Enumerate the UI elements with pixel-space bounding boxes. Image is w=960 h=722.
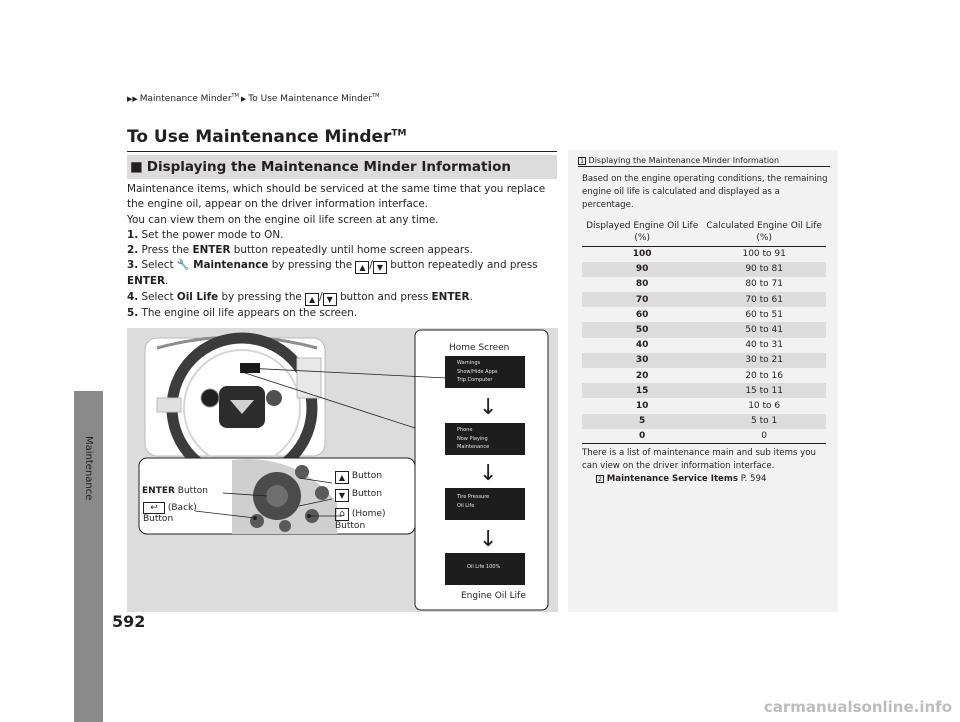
breadcrumb-arrow-icon: ▶▶ [127,94,138,103]
wrench-icon: 🔧 [176,259,190,272]
back-button-label: ↩ (Back) Button [143,503,197,524]
home-button-label: ⌂ (Home) Button [335,509,386,531]
side-note-list-info: There is a list of maintenance main and sub items you can view on the driver information interface. [582,448,816,472]
table-row: 40 40 to 31 [635,340,783,351]
page-title: To Use Maintenance Minder™ [127,127,407,147]
table-row: 70 70 to 61 [582,292,826,307]
oil-life-readout: Oil Life 100% [467,564,501,570]
oil-life-table [582,218,826,444]
home-icon: ⌂ [335,508,349,521]
table-row: 90 90 to 81 [582,262,826,277]
down-button-icon: ▼ [373,261,387,274]
side-note-intro: Based on the engine operating conditions, the remaining engine oil life is calculated and displayed as a percentage. [582,174,828,211]
up-button-label: ▲ Button [335,471,382,484]
breadcrumb-arrow-icon: ▶ [240,94,247,103]
step-4: 4. Select Oil Life by pressing the ▲ / ▼ button and press ENTER. [127,290,473,304]
oil-life-menu: Tire Pressure Oil Life [457,494,490,509]
dashboard-illustration [145,337,325,478]
cross-reference-link[interactable]: 2 Maintenance Service Items P. 594 [596,474,766,484]
reference-marker-icon: 2 [596,475,604,483]
table-row: 100 100 to 91 [632,249,786,260]
table-row: 20 20 to 16 [635,370,783,381]
watermark: carmanualsonline.info [763,698,952,716]
breadcrumb-item-1[interactable]: Maintenance Minder™ [139,93,239,104]
page-number: 592 [112,612,146,631]
step-1: 1. Set the power mode to ON. [127,228,284,241]
down-arrow-icon: ↓ [479,527,498,552]
table-header-displayed: Displayed Engine Oil Life (%) [582,218,702,247]
note-marker-icon: 1 [578,157,586,165]
table-row: 10 10 to 6 [635,400,781,411]
table-row: 0 0 [582,429,826,444]
down-button-icon: ▼ [323,293,337,306]
table-header-calculated: Calculated Engine Oil Life (%) [702,218,826,247]
table-row: 5 5 to 1 [582,414,826,429]
side-note-title: 1 Displaying the Maintenance Minder Information [578,156,779,165]
home-screen-menu: Warnings Show/Hide Apps Trip Computer [457,360,498,383]
steering-wheel-figure [127,328,558,612]
table-row: 50 50 to 41 [582,322,826,337]
home-screen-label: Home Screen [449,343,510,353]
down-arrow-icon: ↓ [479,461,498,486]
breadcrumb [127,93,379,104]
maintenance-screen-menu: Phone Now Playing Maintenance [457,427,490,450]
down-arrow-icon: ↓ [479,395,498,420]
table-row: 30 30 to 21 [582,353,826,368]
side-note-rule [578,166,830,167]
table-row: 60 60 to 51 [635,309,783,320]
chapter-label: Maintenance [83,436,94,501]
down-button-label: ▼ Button [335,489,382,502]
title-rule [127,151,557,152]
square-bullet-icon: ■ [130,159,143,175]
engine-oil-life-label: Engine Oil Life [461,591,526,601]
enter-button-label: ENTER Button [142,486,208,496]
table-row: 15 15 to 11 [582,383,826,398]
intro-paragraph: Maintenance items, which should be serviced at the same time that you replace the engine oil, appear on the driver information interface. [127,183,546,211]
up-button-icon: ▲ [355,261,369,274]
body-text [127,182,559,321]
section-header: ■ Displaying the Maintenance Minder Information [127,155,557,179]
back-icon: ↩ [143,502,165,514]
up-button-icon: ▲ [335,471,349,484]
step-2: 2. Press the ENTER button repeatedly until home screen appears. [127,244,473,257]
table-row: 80 80 to 71 [635,279,783,290]
step-5: 5. The engine oil life appears on the screen. [127,306,358,319]
intro-paragraph-2: You can view them on the engine oil life screen at any time. [127,213,439,226]
up-button-icon: ▲ [305,293,319,306]
step-3: 3. Select 🔧 Maintenance by pressing the ▲ / ▼ button repeatedly and press ENTER. [127,259,538,288]
breadcrumb-item-2[interactable]: To Use Maintenance Minder™ [248,93,380,104]
down-button-icon: ▼ [335,489,349,502]
